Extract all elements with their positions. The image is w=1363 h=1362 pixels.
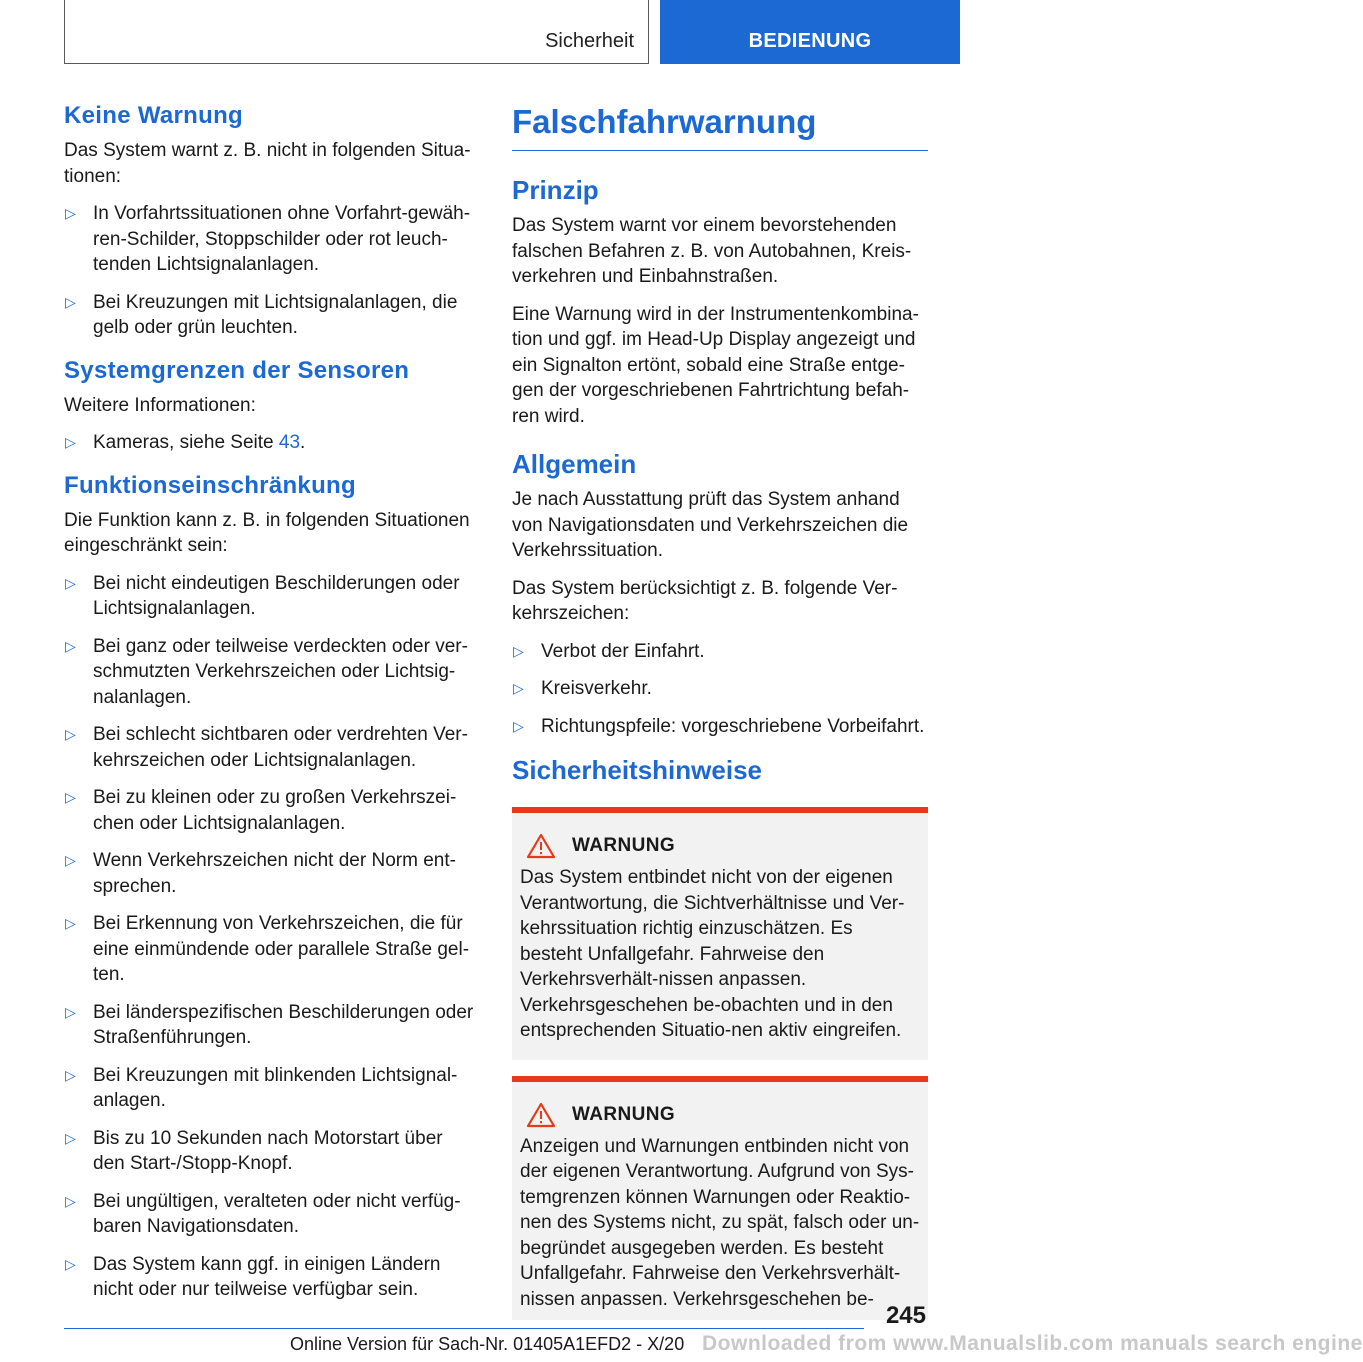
list-item: ▷ Verbot der Einfahrt. [512, 639, 928, 665]
header-section-tab [64, 0, 649, 64]
list-item: ▷ In Vorfahrtssituationen ohne Vorfahrt-gewäh-ren-Schilder, Stoppschilder oder rot leuch-tenden Lichtsignalanlagen. [65, 203, 471, 275]
list-item: ▷ Bei ganz oder teilweise verdeckten oder ver-schmutzten Verkehrszeichen oder Lichtsig-nalanlagen. [65, 635, 468, 708]
right-column [512, 100, 928, 1334]
triangle-bullet-icon: ▷ [65, 205, 76, 221]
paragraph: Die Funktion kann z. B. in folgenden Situationen eingeschränkt sein: [64, 509, 470, 556]
warning-triangle-icon [526, 1102, 556, 1128]
paragraph: Das System warnt z. B. nicht in folgenden Situa-tionen: [64, 140, 471, 187]
triangle-bullet-icon: ▷ [513, 642, 524, 659]
triangle-bullet-icon: ▷ [65, 637, 76, 654]
heading-sicherheitshinweise: Sicherheitshinweise [512, 755, 762, 785]
list-item: ▷ Bei zu kleinen oder zu großen Verkehrszei-chen oder Lichtsignalanlagen. [65, 787, 457, 834]
warning-text: Anzeigen und Warnungen entbinden nicht von der eigenen Verantwortung. Aufgrund von Sys-temgrenzen können Warnungen oder Reaktio-nen des Systems nicht, zu spät, falsch oder un-begründet ausgegeben werden. Es besteht Unfallgefahr. Fahrweise den Verkehrsverhält-nissen anpassen. Verkehrsgeschehen be- [520, 1135, 920, 1310]
triangle-bullet-icon: ▷ [65, 1129, 76, 1146]
manualslib-watermark: Downloaded from www.Manualslib.com manuals search engine [702, 1332, 1363, 1355]
triangle-bullet-icon: ▷ [65, 1192, 76, 1209]
paragraph: Je nach Ausstattung prüft das System anhand von Navigationsdaten und Verkehrszeichen die Verkehrssituation. [512, 489, 909, 561]
page-link-43[interactable]: 43 [278, 432, 301, 453]
triangle-bullet-icon: ▷ [65, 852, 76, 868]
triangle-bullet-icon: ▷ [65, 1255, 76, 1272]
warning-title: WARNUNG [572, 835, 676, 856]
heading-systemgrenzen: Systemgrenzen der Sensoren [64, 356, 410, 384]
page-number: 245 [885, 1302, 926, 1329]
triangle-bullet-icon: ▷ [513, 717, 524, 734]
triangle-bullet-icon: ▷ [65, 1066, 76, 1083]
paragraph: Das System warnt vor einem bevorstehenden falschen Befahren z. B. von Autobahnen, Kreis-verkehren und Einbahnstraßen. [512, 215, 912, 287]
triangle-bullet-icon: ▷ [65, 915, 76, 931]
list-item: ▷ Kameras, siehe Seite 43. [64, 430, 478, 456]
triangle-bullet-icon: ▷ [65, 1003, 76, 1020]
online-version-text: Online Version für Sach-Nr. 01405A1EFD2 - X/20 [290, 1334, 685, 1354]
list-item: ▷ Wenn Verkehrszeichen nicht der Norm ent-sprechen. [65, 850, 456, 897]
heading-falschfahrwarnung: Falschfahrwarnung [512, 100, 928, 151]
warning-text: Das System entbindet nicht von der eigenen Verantwortung, die Sichtverhältnisse und Ver-kehrssituation richtig einzuschätzen. Es besteht Unfallgefahr. Fahrweise den Verkehrsverhält-nissen anpassen. Verkehrsgeschehen be-obachten und in den entsprechenden Situatio-nen aktiv eingreifen. [520, 867, 905, 1041]
list-item: ▷ Bei schlecht sichtbaren oder verdrehten Ver-kehrszeichen oder Lichtsignalanlagen. [65, 724, 468, 771]
header-section-label: Sicherheit [545, 30, 634, 52]
paragraph: Weitere Informationen: [64, 394, 256, 416]
list-item: ▷ Das System kann ggf. in einigen Ländern nicht oder nur teilweise verfügbar sein. [65, 1253, 441, 1300]
warning-box-2 [512, 1076, 928, 1321]
list-item: ▷ Bei länderspezifischen Beschilderungen oder Straßenführungen. [65, 1001, 474, 1048]
list-item: ▷ Bei Erkennung von Verkehrszeichen, die für eine einmündende oder parallele Straße gel-ten. [65, 913, 470, 985]
list-item: ▷ Bis zu 10 Sekunden nach Motorstart über den Start-/Stopp-Knopf. [65, 1127, 443, 1174]
warning-box-1 [512, 807, 928, 1060]
heading-allgemein: Allgemein [512, 449, 637, 479]
triangle-bullet-icon: ▷ [65, 293, 76, 310]
list-item: ▷ Richtungspfeile: vorgeschriebene Vorbeifahrt. [512, 714, 928, 740]
triangle-bullet-icon: ▷ [65, 574, 76, 591]
triangle-bullet-icon: ▷ [65, 789, 76, 805]
warning-title: WARNUNG [572, 1103, 676, 1125]
list-item: ▷ Bei ungültigen, veralteten oder nicht verfüg-baren Navigationsdaten. [65, 1190, 461, 1237]
heading-keine-warnung: Keine Warnung [64, 102, 244, 129]
heading-funktionseinschraenkung: Funktionseinschränkung [64, 471, 356, 499]
list-verkehrszeichen [512, 639, 928, 740]
warning-header [520, 833, 920, 859]
paragraph: Das System berücksichtigt z. B. folgende Ver-kehrszeichen: [512, 577, 898, 624]
warning-triangle-icon [526, 833, 556, 859]
triangle-bullet-icon: ▷ [513, 680, 524, 696]
list-item: ▷ Bei Kreuzungen mit Lichtsignalanlagen, die gelb oder grün leuchten. [65, 291, 458, 338]
paragraph: Eine Warnung wird in der Instrumentenkombina-tion und ggf. im Head-Up Display angezeigt und ein Signalton ertönt, sobald eine Straße entge-gen der vorgeschriebenen Fahrtrichtung befah-ren wird. [512, 303, 919, 427]
list-keine-warnung [64, 201, 478, 341]
list-systemgrenzen [64, 430, 478, 456]
left-column [64, 100, 478, 1317]
heading-prinzip: Prinzip [512, 175, 599, 205]
list-item: ▷ Bei nicht eindeutigen Beschilderungen oder Lichtsignalanlagen. [65, 572, 460, 619]
footer-divider [64, 1328, 864, 1329]
list-funktion [64, 571, 478, 1303]
list-item: ▷ Kreisverkehr. [512, 676, 928, 702]
triangle-bullet-icon: ▷ [65, 434, 76, 450]
warning-header [520, 1102, 920, 1128]
header-chapter-label: BEDIENUNG [748, 30, 872, 52]
list-item: ▷ Bei Kreuzungen mit blinkenden Lichtsignal-anlagen. [65, 1064, 458, 1111]
header-chapter-tab [660, 0, 960, 64]
triangle-bullet-icon: ▷ [65, 726, 76, 742]
